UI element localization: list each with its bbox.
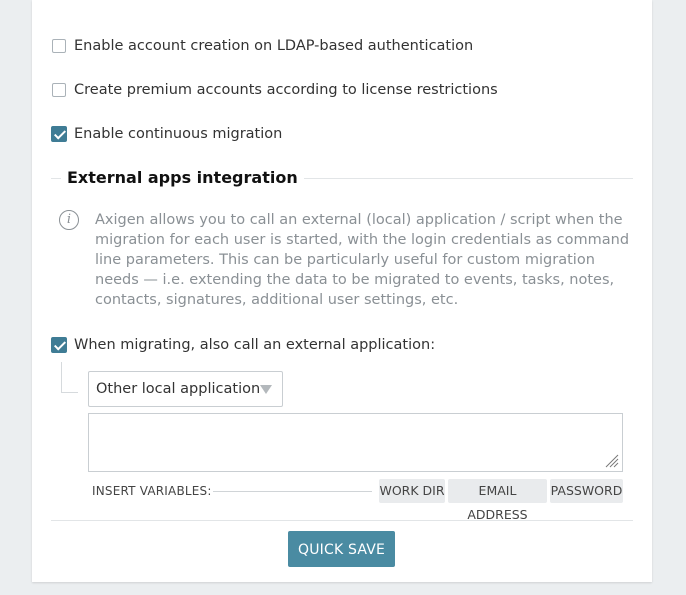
option-premium-accounts[interactable] [52,81,498,99]
variable-password-button[interactable]: PASSWORD [550,479,623,503]
call-external-app-checkbox[interactable] [51,337,67,353]
application-type-value: Other local application [96,381,261,397]
option-call-external-app[interactable] [51,336,435,354]
external-apps-section-header [51,167,633,189]
section-title: External apps integration [61,167,304,189]
info-description: Axigen allows you to call an external (local) application / script when the migration for each user is started, with the login credentials as command line parameters. This can be particularly useful for custom migration needs — i.e. extending the data to be migrated to events, tasks, notes, contacts, signatures, additional user settings, etc. [95,212,630,308]
command-textarea[interactable] [88,413,623,472]
footer-divider [51,520,633,521]
application-type-select[interactable] [88,371,283,407]
call-external-app-label: When migrating, also call an external application: [74,337,436,353]
ldap-account-creation-label: Enable account creation on LDAP-based authentication [74,38,474,54]
info-icon: i [59,210,79,230]
continuous-migration-checkbox[interactable] [51,126,67,142]
premium-accounts-label: Create premium accounts according to license restrictions [74,82,498,98]
option-ldap-account-creation[interactable] [52,37,473,55]
variable-email-address-button[interactable]: EMAIL ADDRESS [448,479,547,503]
tree-connector [61,362,78,393]
premium-accounts-checkbox[interactable] [52,83,66,97]
insert-variables-label: INSERT VARIABLES: [92,484,212,498]
continuous-migration-label: Enable continuous migration [74,126,283,142]
ldap-account-creation-checkbox[interactable] [52,39,66,53]
quick-save-button[interactable]: QUICK SAVE [288,531,395,567]
variable-work-dir-button[interactable]: WORK DIR [379,479,445,503]
insert-variables-divider [213,491,372,492]
option-continuous-migration[interactable] [51,125,282,143]
chevron-down-icon [260,385,272,394]
